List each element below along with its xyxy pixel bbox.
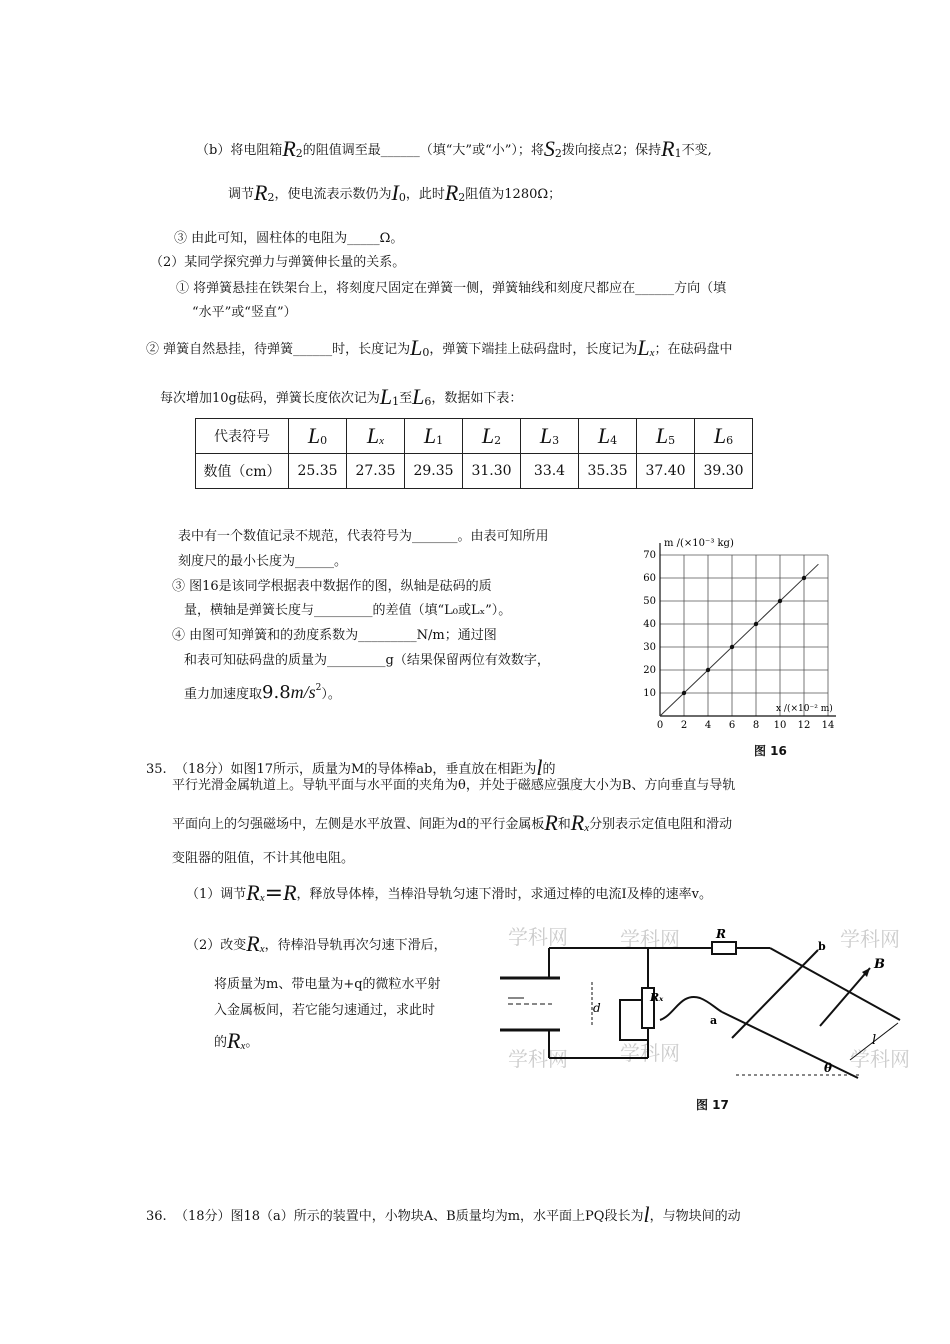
chart-x-tick-label: 0 <box>656 720 664 731</box>
q35-line3: 平面向上的匀强磁场中，左侧是水平放置、间距为d的平行金属板R和$R_x$分别表示定值电阻和滑动 <box>172 810 733 835</box>
q35-line1: 35. （18分）如图17所示，质量为M的导体棒ab，垂直放在相距为l的 <box>146 755 556 780</box>
table-row-values <box>196 454 753 489</box>
chart-y-tick-label: 10 <box>643 688 656 699</box>
watermark: 学科网 <box>850 1047 910 1071</box>
table-symbol-cell: $L_6$ <box>695 419 753 454</box>
chart-data-point <box>754 622 758 626</box>
table-value-cell: 29.35 <box>405 454 463 489</box>
chart-ylabel: m /(×10⁻³ kg) <box>664 538 734 549</box>
chart-data-point <box>682 691 686 695</box>
chart-x-tick-label: 14 <box>821 720 835 731</box>
data-table <box>195 418 753 489</box>
table-value-cell: 31.30 <box>463 454 521 489</box>
figure-16-caption: 图 16 <box>754 744 787 758</box>
resistor-r <box>712 942 736 954</box>
figure-17-caption: 图 17 <box>696 1098 729 1112</box>
chart-y-tick-label: 40 <box>643 619 656 630</box>
table-value-cell: 39.30 <box>695 454 753 489</box>
after-table-line1: 表中有一个数值记录不规范，代表符号为_______。由表可知所用 <box>178 529 549 544</box>
table-symbol-cell: $L_4$ <box>579 419 637 454</box>
q35-part2-line4: 的$R_x$。 <box>214 1028 259 1053</box>
after-table-line4: 量，横轴是弹簧长度与_________的差值（填“L₀或Lₓ”）。 <box>184 603 512 618</box>
table-symbol-cell: $L_3$ <box>521 419 579 454</box>
after-table-line6: 和表可知砝码盘的质量为_________g（结果保留两位有效数字， <box>184 653 550 668</box>
after-table-line2: 刻度尺的最小长度为______。 <box>178 554 348 569</box>
q36-line1: 36. （18分）图18（a）所示的装置中，小物块A、B质量均为m，水平面上PQ段长为l，与物块间的动 <box>146 1202 741 1227</box>
label-b: b <box>818 940 826 953</box>
table-row-symbols <box>196 419 753 454</box>
circuit-wires <box>549 948 900 1078</box>
chart-x-tick-label: 6 <box>728 720 736 731</box>
after-table-line5: ④ 由图可知弹簧和的劲度系数为_________N/m；通过图 <box>172 628 497 643</box>
q35-part1: （1）调节$R_x=R$，释放导体棒，当棒沿导轨匀速下滑时，求通过棒的电流I及棒的速率v。 <box>186 880 712 906</box>
watermark: 学科网 <box>620 927 680 951</box>
part2-title: （2）某同学探究弹力与弹簧伸长量的关系。 <box>150 255 406 270</box>
q35-line2: 平行光滑金属轨道上。导轨平面与水平面的夹角为θ，并处于磁感应强度大小为B、方向垂直与导轨 <box>172 778 736 793</box>
part2-step1: ① 将弹簧悬挂在铁架台上，将刻度尺固定在弹簧一侧，弹簧轴线和刻度尺都应在______方向（填 <box>176 281 727 296</box>
chart-x-tick-label: 12 <box>797 720 811 731</box>
part2-step1-cont: “水平”或“竖直”） <box>192 305 297 320</box>
chart-xlabel: x /(×10⁻² m) <box>776 704 833 714</box>
step-b-line2: 调节$R_2$，使电流表示数仍为$I_0$，此时$R_2$阻值为1280Ω； <box>228 180 562 205</box>
chart-y-tick-label: 20 <box>643 665 656 676</box>
part2-step2-cont: 每次增加10g砝码，弹簧长度依次记为$L_1$至$L_6$，数据如下表： <box>160 384 523 409</box>
chart-data-point <box>778 599 782 603</box>
q35-part2-line1: （2）改变$R_x$，待棒沿导轨再次匀速下滑后， <box>186 931 447 956</box>
chart-x-tick-label: 4 <box>704 720 712 731</box>
q35-part2-line2: 将质量为m、带电量为+q的微粒水平射 <box>214 977 441 992</box>
after-table-line7: 重力加速度取$9.8m/s^2$）。 <box>184 682 341 703</box>
chart-data-point <box>802 576 806 580</box>
table-symbol-cell: $L_5$ <box>637 419 695 454</box>
table-symbol-cell: $L_x$ <box>347 419 405 454</box>
chart-y-tick-label: 70 <box>643 550 656 561</box>
label-field-b: B <box>874 957 885 972</box>
field-arrow-b <box>820 968 870 1026</box>
table-value-cell: 25.35 <box>289 454 347 489</box>
label-r: R <box>716 927 726 941</box>
watermark: 学科网 <box>840 927 900 951</box>
table-value-label: 数值（cm） <box>196 454 289 489</box>
watermark: 学科网 <box>508 925 568 949</box>
table-value-cell: 37.40 <box>637 454 695 489</box>
table-header-cell: 代表符号 <box>196 419 289 454</box>
figure-17-diagram <box>500 920 915 1085</box>
chart-x-tick-label: 2 <box>680 720 688 731</box>
label-theta: θ <box>824 1061 833 1075</box>
label-l: l <box>872 1033 877 1048</box>
chart-x-tick-label: 8 <box>752 720 760 731</box>
q35-part2-line3: 入金属板间，若它能匀速通过，求此时 <box>214 1003 436 1018</box>
chart-y-tick-label: 50 <box>643 596 656 607</box>
table-symbol-cell: $L_0$ <box>289 419 347 454</box>
chart-y-tick-label: 30 <box>643 642 656 653</box>
chart-y-tick-label: 60 <box>643 573 656 584</box>
label-a: a <box>710 1014 718 1027</box>
chart-data-point <box>706 668 710 672</box>
chart-data-point <box>730 645 734 649</box>
figure-16-chart <box>628 530 838 740</box>
label-rx: Rₓ <box>650 991 664 1004</box>
part2-step2: ② 弹簧自然悬挂，待弹簧______时，长度记为$L_0$，弹簧下端挂上砝码盘时，长度记为$L_x$；在砝码盘中 <box>146 335 733 360</box>
table-value-cell: 35.35 <box>579 454 637 489</box>
watermark: 学科网 <box>620 1041 680 1065</box>
chart-x-tick-label: 10 <box>773 720 787 731</box>
label-d: d <box>593 1001 601 1015</box>
q35-line4: 变阻器的阻值，不计其他电阻。 <box>172 851 355 866</box>
table-value-cell: 33.4 <box>521 454 579 489</box>
step-3-line: ③ 由此可知，圆柱体的电阻为_____Ω。 <box>174 231 404 246</box>
after-table-line3: ③ 图16是该同学根据表中数据作的图，纵轴是砝码的质 <box>172 579 492 594</box>
table-value-cell: 27.35 <box>347 454 405 489</box>
watermark: 学科网 <box>508 1047 568 1071</box>
table-symbol-cell: $L_2$ <box>463 419 521 454</box>
table-symbol-cell: $L_1$ <box>405 419 463 454</box>
step-b-line: （b）将电阻箱$R_2$的阻值调至最______（填“大”或“小”）；将$S_2$拨向接点2；保持$R_1$不变, <box>196 136 712 161</box>
